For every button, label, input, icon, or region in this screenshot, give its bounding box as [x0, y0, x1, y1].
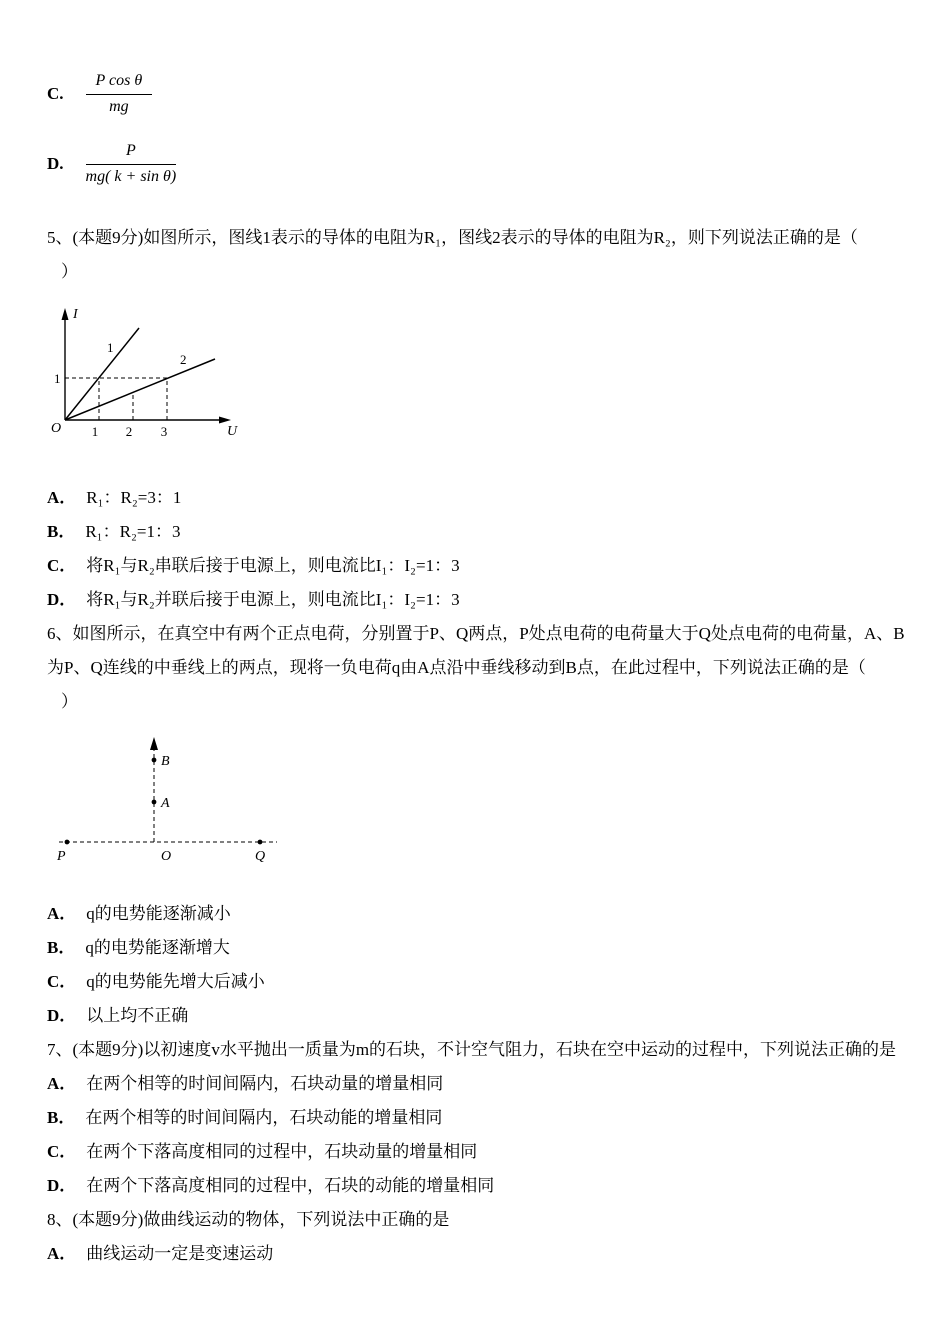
q8-stem: 8、(本题9分)做曲线运动的物体，下列说法中正确的是 — [47, 1210, 450, 1229]
q7-option-a — [47, 1072, 905, 1096]
x-tick-3: 3 — [160, 424, 168, 439]
option-text: R₁：R₂=3：1 — [86, 488, 182, 507]
q5-figure-iu-graph — [47, 300, 905, 452]
option-label: B． — [47, 938, 76, 957]
option-text: 将R₁与R₂串联后接于电源上，则电流比I₁：I₂=1：3 — [86, 556, 460, 575]
option-text: R₁：R₂=1：3 — [85, 522, 181, 541]
option-label: B． — [47, 522, 76, 541]
point-p-dot — [65, 840, 70, 845]
q5-option-a — [47, 486, 905, 510]
line1-label: 1 — [107, 340, 114, 355]
q5-stem-line1: 5、(本题9分)如图所示，图线1表示的导体的电阻为R₁，图线2表示的导体的电阻为R₂，则下列说法正确的是（ — [47, 228, 858, 247]
point-a-dot — [152, 800, 157, 805]
option-label: D． — [47, 1176, 77, 1195]
option-text: q的电势能逐渐增大 — [85, 938, 230, 957]
option-label: A． — [47, 1074, 77, 1093]
line2-label: 2 — [180, 352, 187, 367]
option-label: C． — [47, 1142, 77, 1161]
q6-stem-line3: ） — [61, 692, 78, 711]
q5-option-b — [47, 520, 905, 544]
u-axis-arrow-icon — [219, 417, 231, 424]
i-axis-arrow-icon — [62, 308, 69, 320]
q7-stem: 7、(本题9分)以初速度v水平抛出一质量为m的石块，不计空气阻力，石块在空中运动的过程中，下列说法正确的是 — [47, 1040, 897, 1059]
option-row-c — [47, 72, 905, 116]
q-label: Q — [255, 849, 266, 864]
option-label: D． — [47, 590, 77, 609]
bisector-arrow-icon — [150, 737, 158, 750]
q6-option-d — [47, 1004, 905, 1028]
option-label: A． — [47, 904, 77, 923]
option-text: q的电势能先增大后减小 — [86, 972, 265, 991]
fraction-d-numerator: P — [86, 142, 177, 165]
q8-option-a — [47, 1242, 905, 1266]
fraction-c-denominator: mg — [109, 98, 129, 115]
option-label: D． — [47, 1006, 77, 1025]
a-label: A — [161, 796, 170, 811]
q5-option-d — [47, 588, 905, 612]
option-label: B． — [47, 1108, 76, 1127]
q6-stem-line2: 为P、Q连线的中垂线上的两点，现将一负电荷q由A点沿中垂线移动到B点，在此过程中，下列说法正确的是（ — [47, 658, 866, 677]
fraction-d-denominator: mg( k + sin θ) — [85, 168, 177, 185]
iu-graph-svg — [47, 300, 247, 452]
option-label: C． — [47, 556, 77, 575]
point-b-dot — [152, 758, 157, 763]
option-row-d — [47, 142, 905, 186]
option-text: 将R₁与R₂并联后接于电源上，则电流比I₁：I₂=1：3 — [86, 590, 460, 609]
p-label: P — [57, 849, 66, 864]
graph-line-1 — [65, 328, 139, 420]
q5-option-c — [47, 554, 905, 578]
option-label: C． — [47, 972, 77, 991]
option-text: q的电势能逐渐减小 — [86, 904, 231, 923]
x-tick-2: 2 — [125, 424, 133, 439]
q5-stem-line2: ） — [61, 262, 78, 281]
charges-figure-svg — [47, 730, 297, 868]
option-label-c: C. — [47, 84, 64, 103]
point-q-dot — [258, 840, 263, 845]
graph-line-2 — [65, 359, 215, 420]
q7-option-c — [47, 1140, 905, 1164]
b-label: B — [161, 754, 170, 769]
option-text: 在两个相等的时间间隔内，石块动能的增量相同 — [85, 1108, 443, 1127]
x-tick-1: 1 — [91, 424, 99, 439]
fraction-c — [86, 72, 153, 116]
option-label: A． — [47, 1244, 77, 1263]
fraction-c-numerator: P cos θ — [86, 72, 153, 95]
q6-option-c — [47, 970, 905, 994]
q6-option-a — [47, 902, 905, 926]
q7-option-b — [47, 1106, 905, 1130]
o-label: O — [161, 849, 172, 864]
u-axis-label: U — [227, 424, 238, 439]
q6-figure-charges — [47, 730, 905, 868]
q7-option-d — [47, 1174, 905, 1198]
option-text: 以上均不正确 — [86, 1006, 189, 1025]
y-tick-1: 1 — [54, 371, 61, 386]
i-axis-label: I — [73, 307, 78, 322]
fraction-d — [86, 142, 177, 186]
option-label: A． — [47, 488, 77, 507]
q6-option-b — [47, 936, 905, 960]
origin-label: O — [51, 421, 62, 436]
option-text: 在两个相等的时间间隔内，石块动量的增量相同 — [86, 1074, 444, 1093]
q6-stem-line1: 6、如图所示，在真空中有两个正点电荷，分别置于P、Q两点，P处点电荷的电荷量大于Q处点电荷的电荷量，A、B — [47, 624, 905, 643]
option-text: 在两个下落高度相同的过程中，石块的动能的增量相同 — [86, 1176, 495, 1195]
option-text: 在两个下落高度相同的过程中，石块动量的增量相同 — [86, 1142, 478, 1161]
option-label-d: D. — [47, 154, 64, 173]
option-text: 曲线运动一定是变速运动 — [86, 1244, 274, 1263]
